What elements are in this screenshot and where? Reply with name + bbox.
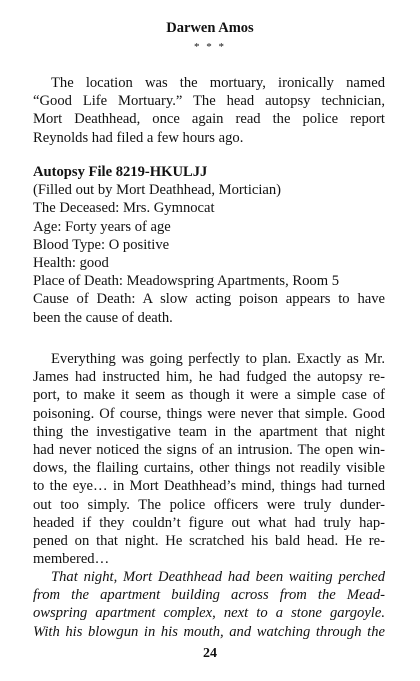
paragraph-flashback: [33, 568, 385, 641]
section-break-ornament: * * *: [194, 41, 226, 53]
autopsy-line: Age: Forty years of age: [33, 218, 171, 235]
text-line: port, to make it seem as though it were a simple case of: [33, 387, 385, 404]
text-line: Mort Deathhead, once again read the police report: [33, 111, 385, 128]
text-line: thing the investigative team in the apartment that night: [33, 423, 385, 440]
autopsy-line: The Deceased: Mrs. Gymnocat: [33, 200, 215, 217]
paragraph-intro: [33, 74, 385, 147]
autopsy-line: Health: good: [33, 255, 109, 272]
autopsy-line: Place of Death: Meadowspring Apartments, Room 5: [33, 273, 340, 290]
text-line: Reynolds had filed a few hours ago.: [33, 129, 244, 146]
autopsy-line: Blood Type: O positive: [33, 236, 170, 253]
paragraph-everything: [33, 350, 385, 568]
running-header-author: Darwen Amos: [166, 20, 254, 36]
autopsy-line: been the cause of death.: [33, 309, 173, 326]
text-line: headed if they couldn’t figure out what had truly hap-: [33, 514, 385, 531]
text-line: That night, Mort Deathhead had been waiting perched: [51, 569, 385, 585]
autopsy-line: Cause of Death: A slow acting poison appears to have: [33, 291, 385, 308]
text-line: to the eye… in Mort Deathhead’s mind, things had turned: [33, 478, 385, 495]
autopsy-file-title: Autopsy File 8219-HKULJJ: [33, 164, 208, 180]
text-line: pened on that night. He scratched his bald head. He re-: [33, 533, 385, 550]
text-line: poisoning. Of course, things were never that simple. Good: [33, 405, 385, 422]
text-line: out too simply. The police officers were truly dunder-: [33, 496, 385, 513]
text-line: membered…: [33, 551, 110, 568]
text-line: Everything was going perfectly to plan. Exactly as Mr.: [51, 351, 385, 367]
autopsy-line: (Filled out by Mort Deathhead, Mortician): [33, 182, 282, 199]
text-line: dows, the flailing curtains, other things not readily visible: [33, 460, 385, 477]
autopsy-file: [33, 163, 385, 327]
text-line: from the apartment building across from the Mead-: [33, 587, 385, 604]
text-line: The location was the mortuary, ironically named: [51, 75, 385, 91]
text-line: had never noticed the signs of an intrusion. The open win-: [33, 442, 385, 459]
text-line: With his blowgun in his mouth, and watching through the: [33, 623, 385, 640]
text-line: owspring apartment complex, next to a stone gargoyle.: [33, 605, 385, 622]
text-line: “Good Life Mortuary.” The head autopsy technician,: [33, 93, 385, 110]
text-line: James had instructed him, he had fudged the autopsy re-: [33, 369, 385, 386]
page-number: 24: [203, 646, 217, 661]
